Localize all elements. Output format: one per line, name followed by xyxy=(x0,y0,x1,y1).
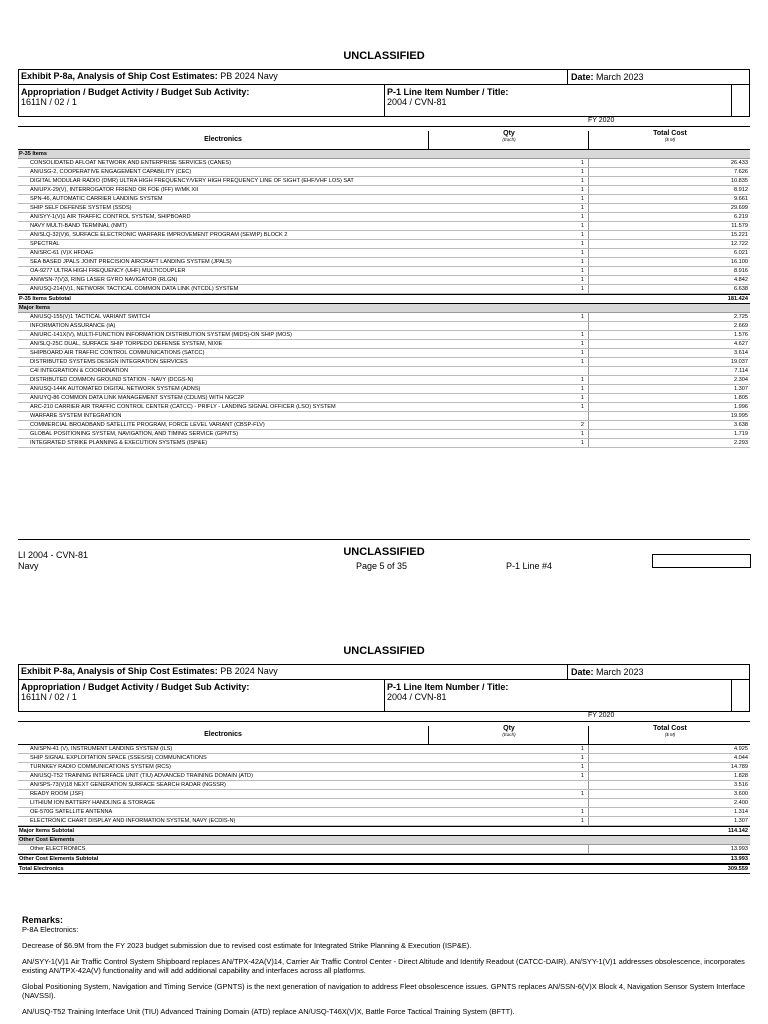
item-label: AN/SPN-41 (V), INSTRUMENT LANDING SYSTEM (ILS) xyxy=(30,746,173,752)
item-qty: 1 xyxy=(580,746,584,752)
remarks-para2: AN/SYY-1(V)1 Air Traffic Control System Shipboard replaces AN/TPX-42A(V)14, Carrier Air Traffic Control Center - Direct Altitude and Identify Readout (CATCC-DAIR). AN/SYY-1(V)1 addresses obsolescence, incorporates existing AN/TPX-42A(V) functionality and will add additional capability and interfaces across all platforms. xyxy=(22,957,745,975)
item-cost: 7.114 xyxy=(734,368,748,374)
section-p35: P-35 Items xyxy=(18,150,750,159)
item-label: SPN-46, AUTOMATIC CARRIER LANDING SYSTEM xyxy=(30,196,163,202)
item-label: WARFARE SYSTEM INTEGRATION xyxy=(30,413,122,419)
item-qty: 1 xyxy=(580,160,584,166)
fy-row-2: FY 2020 xyxy=(18,712,750,722)
table-row xyxy=(18,358,750,367)
item-qty: 1 xyxy=(580,205,584,211)
item-cost: 1.307 xyxy=(734,386,748,392)
item-label: AN/UYQ-86 COMMON DATA LINK MANAGEMENT SYSTEM (CDLMS) WITH NGC2P xyxy=(30,395,245,401)
item-qty: 1 xyxy=(580,196,584,202)
other-rows xyxy=(18,845,750,854)
item-cost: 6.638 xyxy=(734,286,748,292)
table-row xyxy=(18,340,750,349)
item-qty: 1 xyxy=(580,809,584,815)
classification-top: UNCLASSIFIED xyxy=(343,50,425,62)
item-cost: 1.828 xyxy=(734,773,748,779)
item-qty: 1 xyxy=(580,755,584,761)
table-row xyxy=(18,817,750,826)
table-row xyxy=(18,385,750,394)
item-cost: 3.516 xyxy=(734,782,748,788)
remarks-para4: AN/USQ-T52 Training Interface Unit (TIU) Advanced Training Domain (ATD) replace AN/USQ-T46X(V)X, Battle Force Tactical Training System (BFTT). xyxy=(22,1007,515,1016)
item-cost: 1.576 xyxy=(734,332,748,338)
item-qty: 1 xyxy=(580,178,584,184)
item-cost: 10.835 xyxy=(730,178,748,184)
item-cost: 19.995 xyxy=(730,413,748,419)
table-row xyxy=(18,367,750,376)
table-row xyxy=(18,159,750,168)
table-row xyxy=(18,763,750,772)
table-row xyxy=(18,204,750,213)
item-qty: 1 xyxy=(580,395,584,401)
item-cost: 26.433 xyxy=(730,160,748,166)
item-label: AN/USQ-144K AUTOMATED DIGITAL NETWORK SYSTEM (ADNS) xyxy=(30,386,201,392)
item-qty: 1 xyxy=(580,386,584,392)
table-row xyxy=(18,403,750,412)
exhibit-label: Exhibit P-8a, Analysis of Ship Cost Estimates: xyxy=(21,71,218,81)
blank-box xyxy=(731,85,752,116)
item-label: AN/USQ-155(V)1 TACTICAL VARIANT SWITCH xyxy=(30,314,150,320)
table-row xyxy=(18,394,750,403)
table-row xyxy=(18,772,750,781)
table-row xyxy=(18,168,750,177)
item-cost: 4.925 xyxy=(734,746,748,752)
item-label: LITHIUM ION BATTERY HANDLING & STORAGE xyxy=(30,800,156,806)
item-label: TURNKEY RADIO COMMUNICATIONS SYSTEM (RCS) xyxy=(30,764,171,770)
item-cost: 4.842 xyxy=(734,277,748,283)
table-row xyxy=(18,240,750,249)
approp-value: 1611N / 02 / 1 xyxy=(21,97,77,107)
item-label: Other ELECTRONICS xyxy=(30,846,86,852)
table-row xyxy=(18,781,750,790)
classification-top-2: UNCLASSIFIED xyxy=(343,645,425,657)
item-qty: 1 xyxy=(580,791,584,797)
remarks-para3: Global Positioning System, Navigation and Timing Service (GPNTS) is the next generation of navigation to address Fleet obsolescence issues. GPNTS replaces AN/SSN-6(V)X Block 4, Navigation Sensor System Interface (NAVSSI). xyxy=(22,982,745,1000)
item-cost: 1.314 xyxy=(734,809,748,815)
item-qty: 2 xyxy=(580,422,584,428)
item-label: NAVY MULTI-BAND TERMINAL (NMT) xyxy=(30,223,127,229)
table-header xyxy=(18,127,750,150)
item-label: INTEGRATED STRIKE PLANNING & EXECUTION SYSTEMS (ISP&E) xyxy=(30,440,208,446)
footer-li: LI 2004 - CVN-81 xyxy=(18,550,89,560)
appropriation-row-2: Appropriation / Budget Activity / Budget Sub Activity: 1611N / 02 / 1 P-1 Line Item Number / Title: 2004 / CVN-81 xyxy=(18,680,750,712)
item-label: AN/SLQ-25C DUAL, SURFACE SHIP TORPEDO DEFENSE SYSTEM, NIXIE xyxy=(30,341,223,347)
item-cost: 2.293 xyxy=(734,440,748,446)
item-cost: 2.725 xyxy=(734,314,748,320)
cost-unit: ($ M) xyxy=(664,137,676,142)
major-subtotal: 114.142 xyxy=(728,828,748,834)
table-row xyxy=(18,186,750,195)
table-row xyxy=(18,222,750,231)
item-qty: 1 xyxy=(580,250,584,256)
item-label: DIGITAL MODULAR RADIO (DMR) ULTRA HIGH FREQUENCY/VERY HIGH FREQUENCY LINE OF SIGHT (EHF/VHF LOS) SAT xyxy=(30,178,354,184)
appropriation-row xyxy=(18,85,750,117)
item-label: AN/SLQ-32(V)6, SURFACE ELECTRONIC WARFARE IMPROVEMENT PROGRAM (SEWIP) BLOCK 2 xyxy=(30,232,288,238)
item-label: SPECTRAL xyxy=(30,241,60,247)
item-label: C4I INTEGRATION & COORDINATION xyxy=(30,368,128,374)
item-qty: 1 xyxy=(580,169,584,175)
footer-p1-line: P-1 Line #4 xyxy=(506,561,553,571)
table-row xyxy=(18,745,750,754)
total-row: Total Electronics 309.559 xyxy=(19,866,748,872)
p1-value: 2004 / CVN-81 xyxy=(387,97,447,107)
total-electronics: 309.559 xyxy=(727,866,748,872)
table-row xyxy=(18,267,750,276)
table-row xyxy=(18,276,750,285)
item-label: DISTRIBUTED COMMON GROUND STATION - NAVY (DCGS-N) xyxy=(30,377,194,383)
item-label: OE-570G SATELLITE ANTENNA xyxy=(30,809,113,815)
table-row xyxy=(18,213,750,222)
item-qty: 1 xyxy=(580,404,584,410)
date-label: Date: xyxy=(571,72,594,82)
item-label: AN/SRC-61 (V)X HFDAG xyxy=(30,250,94,256)
other-subtotal-row: Other Cost Elements Subtotal 13.993 xyxy=(19,856,748,862)
item-qty: 1 xyxy=(580,332,584,338)
item-label: ARC-210 CARRIER AIR TRAFFIC CONTROL CENTER (CATCC) - PRIFLY - LANDING SIGNAL OFFICER (LSO) SYSTEM xyxy=(30,404,336,410)
classification-bottom: UNCLASSIFIED xyxy=(343,546,425,558)
item-qty: 1 xyxy=(580,259,584,265)
item-cost: 1.805 xyxy=(734,395,748,401)
item-label: AN/USQ-214(V)1, NETWORK TACTICAL COMMON DATA LINK (NTCDL) SYSTEM xyxy=(30,286,239,292)
item-label: READY ROOM (JSF) xyxy=(30,791,84,797)
item-qty: 1 xyxy=(580,818,584,824)
item-cost: 11.579 xyxy=(731,223,748,229)
item-label: OA-9277 ULTRA HIGH FREQUENCY (UHF) MULTICOUPLER xyxy=(30,268,186,274)
exhibit-frame-2 xyxy=(18,664,750,874)
item-cost: 4.044 xyxy=(734,755,748,761)
table-row xyxy=(18,331,750,340)
item-qty: 1 xyxy=(580,241,584,247)
approp-label: Appropriation / Budget Activity / Budget Sub Activity: xyxy=(21,87,250,97)
item-label: ELECTRONIC CHART DISPLAY AND INFORMATION SYSTEM, NAVY (ECDIS-N) xyxy=(30,818,236,824)
fy-row xyxy=(18,117,750,127)
item-cost: 9.661 xyxy=(734,196,748,202)
item-cost: 12.722 xyxy=(730,241,748,247)
cost-heading: Total Cost xyxy=(653,130,687,137)
item-cost: 1.996 xyxy=(734,404,748,410)
item-label: CONSOLIDATED AFLOAT NETWORK AND ENTERPRISE SERVICES (CANES) xyxy=(30,160,231,166)
table-row xyxy=(18,177,750,186)
item-label: SHIP SIGNAL EXPLOITATION SPACE (SSES/SI) COMMUNICATIONS xyxy=(30,755,207,761)
item-label: AN/USQ-T52 TRAINING INTERFACE UNIT (TIU) ADVANCED TRAINING DOMAIN (ATD) xyxy=(30,773,253,779)
p35-subtotal: 181.424 xyxy=(727,296,748,302)
p35-rows xyxy=(18,159,750,294)
section-major: Major Items xyxy=(18,304,750,313)
table-row xyxy=(18,421,750,430)
item-label: INFORMATION ASSURANCE (IA) xyxy=(30,323,116,329)
item-qty: 1 xyxy=(580,440,584,446)
item-cost: 7.626 xyxy=(734,169,748,175)
item-label: AN/UPX-29(V), INTERROGATOR FRIEND OR FOE (IFF) W/MK XII xyxy=(30,187,199,193)
major-rows-continued xyxy=(18,745,750,826)
blank-box-2 xyxy=(731,680,752,711)
item-label: SEA BASED JPALS JOINT PRECISION AIRCRAFT LANDING SYSTEM (JPALS) xyxy=(30,259,232,265)
item-cost: 16.100 xyxy=(730,259,748,265)
table-row xyxy=(18,376,750,385)
item-cost: 3.638 xyxy=(734,422,748,428)
item-qty: 1 xyxy=(580,431,584,437)
table-row xyxy=(18,790,750,799)
table-row xyxy=(18,285,750,294)
exhibit-row-2: Exhibit P-8a, Analysis of Ship Cost Estimates: PB 2024 Navy Date: March 2023 xyxy=(18,664,750,680)
date-value: March 2023 xyxy=(596,72,644,82)
item-qty: 1 xyxy=(580,187,584,193)
item-qty: 1 xyxy=(580,377,584,383)
table-row xyxy=(18,349,750,358)
item-qty: 1 xyxy=(580,223,584,229)
item-cost: 29.699 xyxy=(730,205,748,211)
item-label: AN/SYY-1(V)1 AIR TRAFFIC CONTROL SYSTEM, SHIPBOARD xyxy=(30,214,191,220)
table-row xyxy=(18,808,750,817)
table-row xyxy=(18,439,750,448)
item-label: DISTRIBUTED SYSTEMS DESIGN INTEGRATION SERVICES xyxy=(30,359,188,365)
item-cost: 6.021 xyxy=(734,250,748,256)
table-row xyxy=(18,249,750,258)
item-cost: 1.307 xyxy=(734,818,748,824)
table-end-line xyxy=(18,539,750,540)
electronics-heading: Electronics xyxy=(204,136,242,143)
p35-subtotal-row: P-35 Items Subtotal 181.424 xyxy=(19,296,748,302)
item-cost: 2.400 xyxy=(734,800,748,806)
exhibit-row xyxy=(18,69,750,85)
remarks-para1: Decrease of $6.9M from the FY 2023 budget submission due to revised cost estimate for Integrated Strike Planning & Execution (ISP&E). xyxy=(22,941,472,950)
item-cost: 8.912 xyxy=(734,187,748,193)
table-row xyxy=(18,231,750,240)
item-qty: 1 xyxy=(580,277,584,283)
item-qty: 1 xyxy=(580,773,584,779)
item-cost: 15.221 xyxy=(730,232,748,238)
item-qty: 1 xyxy=(580,350,584,356)
item-cost: 3.614 xyxy=(734,350,748,356)
item-qty: 1 xyxy=(580,341,584,347)
remarks-line0: P-8A Electronics: xyxy=(22,925,79,934)
remarks-title: Remarks: xyxy=(22,915,64,925)
table-row xyxy=(18,258,750,267)
footer-box xyxy=(652,554,751,568)
table-row xyxy=(18,754,750,763)
item-cost: 2.669 xyxy=(734,323,748,329)
item-label: SHIP SELF DEFENSE SYSTEM (SSDS) xyxy=(30,205,132,211)
item-cost: 1.719 xyxy=(734,431,748,437)
item-label: AN/USG-2, COOPERATIVE ENGAGEMENT CAPABILITY (CEC) xyxy=(30,169,192,175)
item-qty: 1 xyxy=(580,764,584,770)
table-row xyxy=(18,799,750,808)
item-qty: 1 xyxy=(580,232,584,238)
item-cost: 13.993 xyxy=(730,846,748,852)
item-qty: 1 xyxy=(580,359,584,365)
qty-heading: Qty xyxy=(503,130,515,137)
item-cost: 14.789 xyxy=(730,764,748,770)
footer-navy: Navy xyxy=(18,561,39,571)
table-row xyxy=(18,412,750,421)
footer-page: Page 5 of 35 xyxy=(356,561,408,571)
item-qty: 1 xyxy=(580,286,584,292)
item-label: GLOBAL POSITIONING SYSTEM, NAVIGATION, AND TIMING SERVICE (GPNTS) xyxy=(30,431,238,437)
table-row xyxy=(18,845,750,854)
item-label: SHIPBOARD AIR TRAFFIC CONTROL COMMUNICATIONS (SATCC) xyxy=(30,350,205,356)
item-cost: 4.627 xyxy=(734,341,748,347)
major-subtotal-row: Major Items Subtotal 114.142 xyxy=(19,828,748,834)
table-row xyxy=(18,195,750,204)
item-cost: 2.304 xyxy=(734,377,748,383)
major-rows xyxy=(18,313,750,448)
item-qty: 1 xyxy=(580,214,584,220)
item-qty: 1 xyxy=(580,268,584,274)
qty-unit: (Each) xyxy=(502,137,516,142)
item-cost: 3.600 xyxy=(734,791,748,797)
table-row xyxy=(18,313,750,322)
table-header-2: Electronics Qty (Each) Total Cost ($ M) xyxy=(18,722,750,745)
item-label: AN/URC-141X(V), MULTI-FUNCTION INFORMATION DISTRIBUTION SYSTEM (MIDS)-ON SHIP (MOS) xyxy=(30,332,292,338)
section-other: Other Cost Elements xyxy=(18,836,750,845)
table-row xyxy=(18,322,750,331)
fy-label: FY 2020 xyxy=(588,117,615,124)
item-cost: 6.219 xyxy=(734,214,748,220)
other-subtotal: 13.993 xyxy=(730,856,748,862)
p1-label: P-1 Line Item Number / Title: xyxy=(387,87,509,97)
exhibit-frame xyxy=(18,69,750,448)
item-label: COMMERCIAL BROADBAND SATELLITE PROGRAM, FORCE LEVEL VARIANT (CBSP-FLV) xyxy=(30,422,265,428)
exhibit-value: PB 2024 Navy xyxy=(220,71,278,81)
item-label: AN/WSN-7(V)3, RING LASER GYRO NAVIGATOR (RLGN) xyxy=(30,277,178,283)
item-qty: 1 xyxy=(580,314,584,320)
remarks xyxy=(22,916,752,1023)
item-cost: 8.916 xyxy=(734,268,748,274)
table-row xyxy=(18,430,750,439)
item-cost: 19.037 xyxy=(730,359,748,365)
item-label: AN/SPS-73(V)18 NEXT GENERATION SURFACE SEARCH RADAR (NGSSR) xyxy=(30,782,226,788)
